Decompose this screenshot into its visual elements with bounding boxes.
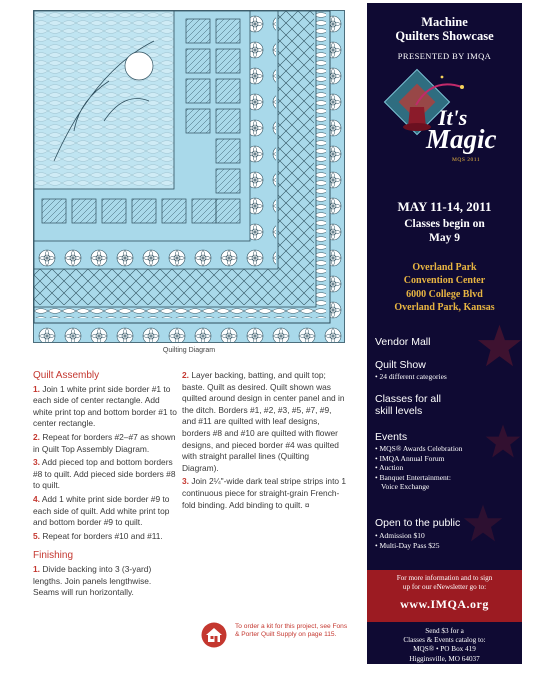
article-column-2: [182, 370, 347, 513]
open-public-heading: Open to the public: [375, 517, 461, 529]
its-magic-logo: [382, 67, 507, 185]
quilt-assembly-heading: Quilt Assembly: [33, 370, 100, 381]
article-column-1: [33, 370, 178, 601]
showcase-title: Machine Quilters Showcase: [395, 15, 494, 43]
assembly-step: 3. Add pieced top and bottom borders #8 to quilt. Add pieced side borders #8 to quilt.: [33, 457, 176, 491]
quilting-diagram-art: [34, 11, 344, 342]
finishing-step: 2. Layer backing, batting, and quilt top; baste. Quilt as desired. Quilt shown was quilted around design in center panel and in the ditch. Borders #1, #2, #3, #5, #7, #9, and #11 are quilted with leaf designs, borders #8 and #10 are quilted with flower designs, and pieced border #4 was quilted with straight parallel lines (Quilting Diagram).: [182, 370, 345, 473]
kit-order-text[interactable]: To order a kit for this project, see Fons & Porter Quilt Supply on page 115.: [235, 623, 348, 639]
quilt-show-bullet: • 24 different categories: [375, 372, 447, 381]
quilting-diagram: [33, 10, 345, 343]
star-icon: [477, 323, 522, 368]
events-list: • MQS® Awards Celebration • IMQA Annual Forum • Auction • Banquet Entertainment: Voice Exchange: [375, 444, 463, 492]
catalog-request: Send $3 for a Classes & Events catalog to: MQS® • PO Box 419 Higginsville, MO 64037 www.IMQA.org • 800.980.9505: [398, 627, 491, 672]
assembly-step: 2. Repeat for borders #2–#7 as shown in Quilt Top Assembly Diagram.: [33, 431, 176, 454]
logo-year: MQS 2011: [452, 157, 481, 163]
presented-by: PRESENTED BY IMQA: [397, 51, 492, 61]
assembly-step: 4. Add 1 white print side border #9 to each side of quilt. Add white print top and bottom border #9 to quilt.: [33, 493, 170, 528]
mqs-advertisement: [367, 3, 522, 672]
assembly-step: 5. Repeat for borders #10 and #11.: [33, 530, 163, 541]
logo-magic: Magic: [426, 124, 497, 154]
venue-address: Overland Park Convention Center 6000 College Blvd Overland Park, Kansas: [394, 262, 495, 314]
vendor-mall-heading: Vendor Mall: [375, 336, 431, 348]
quilt-show-heading: Quilt Show: [375, 359, 426, 371]
classes-begin: Classes begin on May 9: [404, 218, 485, 244]
diagram-caption: Quilting Diagram: [162, 347, 216, 354]
shop-house-icon: [201, 622, 227, 648]
more-info-text: For more information and to sign up for our eNewsletter go to:: [396, 574, 493, 591]
classes-all-heading: Classes for all skill levels: [375, 393, 441, 417]
assembly-step: 1. Join 1 white print side border #1 to each side of center rectangle. Add white print top and bottom border #1 to center rectangle.: [33, 383, 177, 429]
event-date: MAY 11-14, 2011: [397, 199, 492, 214]
finishing-step: 1. Divide backing into 3 (3-yard) lengths. Join panels lengthwise. Seams will run horizontally.: [33, 563, 152, 598]
finishing-step: 3. Join 2¼"-wide dark teal stripe strips into 1 continuous piece for straight-grain French-fold binding. Add binding to quilt. ¤: [182, 476, 347, 510]
logo-its: It's: [438, 105, 468, 130]
imqa-url-link[interactable]: www.IMQA.org: [400, 597, 489, 611]
more-info-box: [367, 570, 522, 622]
finishing-heading: Finishing: [33, 550, 74, 562]
events-heading: Events: [375, 431, 408, 443]
admission-list: • Admission $10 • Multi-Day Pass $25: [375, 531, 440, 550]
